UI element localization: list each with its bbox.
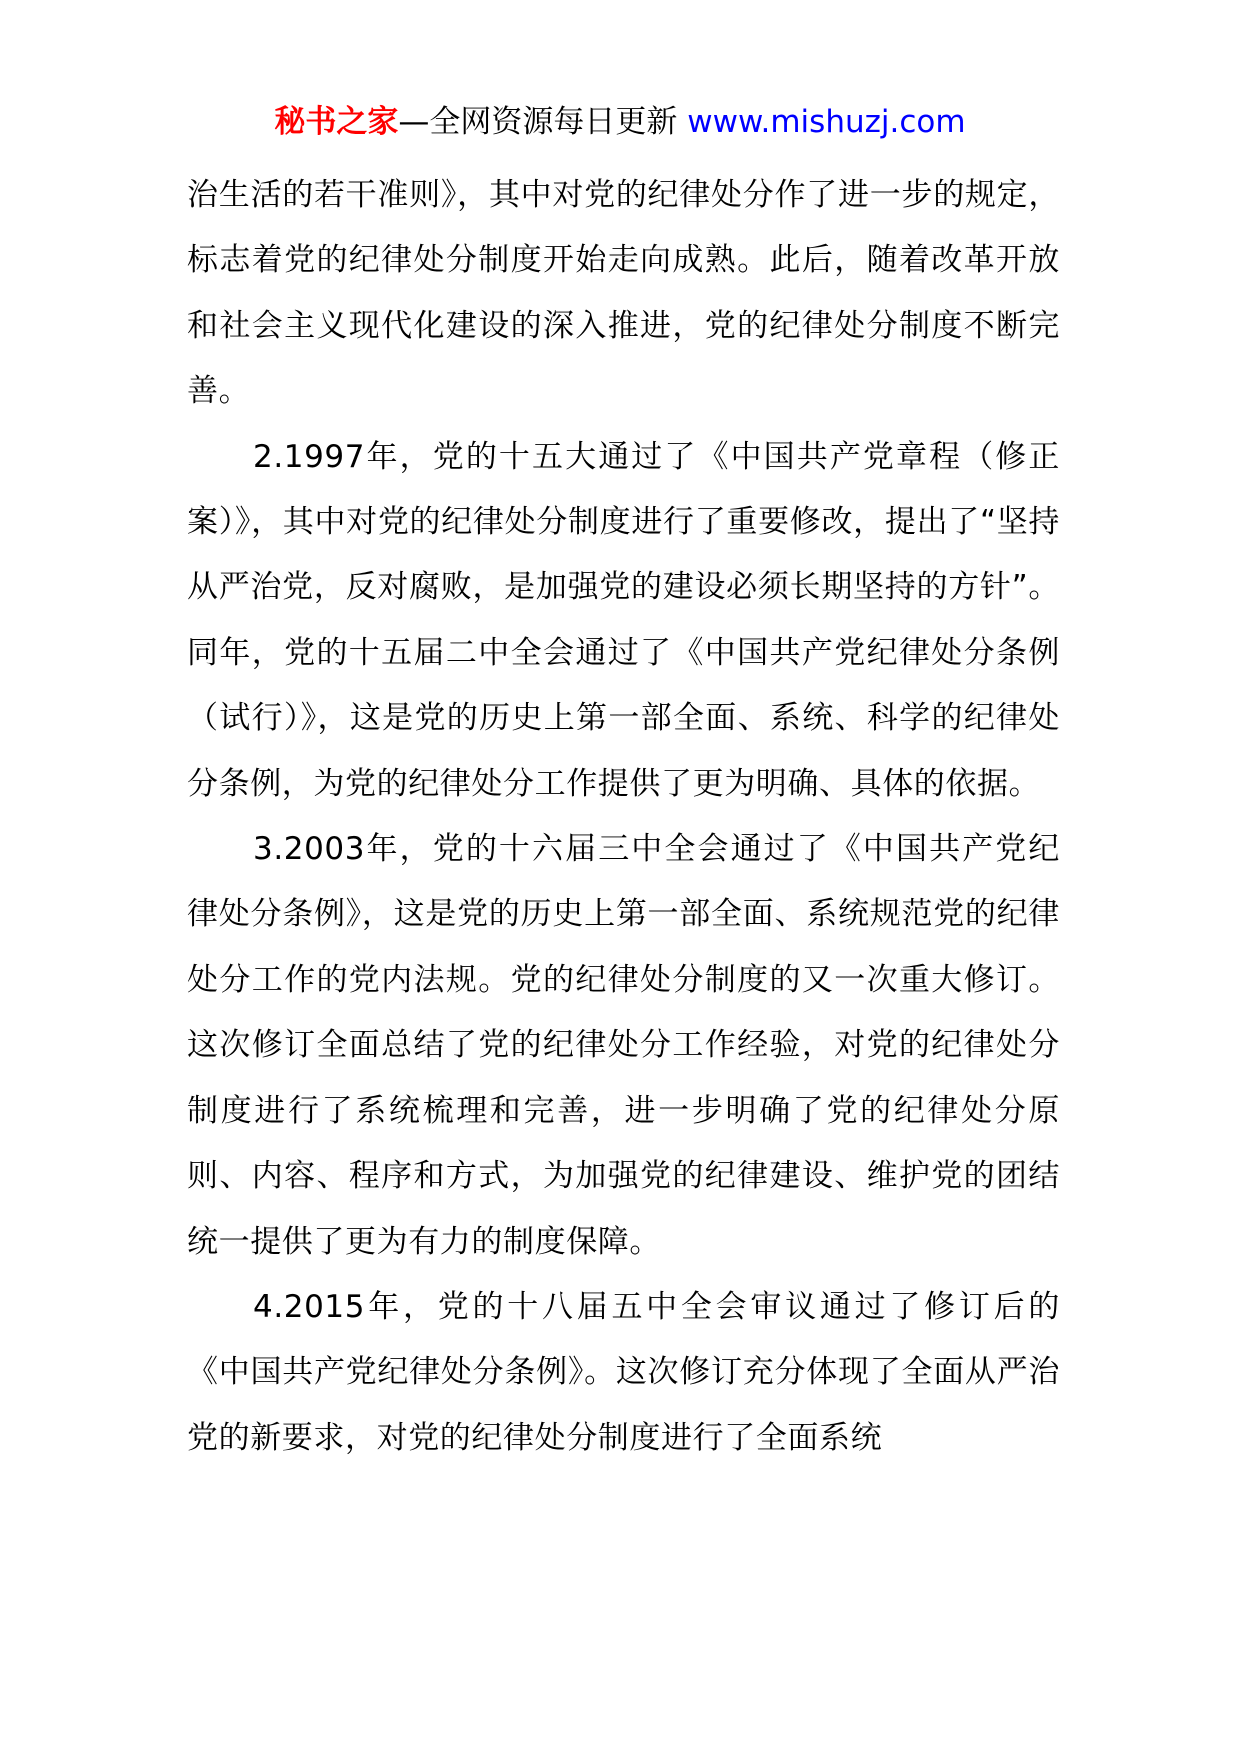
paragraph-1997: 2.1997年，党的十五大通过了《中国共产党章程（修正案）》，其中对党的纪律处分制度进行了重要修改，提出了“坚持从严治党，反对腐败，是加强党的建设必须长期坚持的方针”。同年，党的十五届二中全会通过了《中国共产党纪律处分条例（试行）》，这是党的历史上第一部全面、系统、科学的纪律处分条例，为党的纪律处分工作提供了更为明确、具体的依据。 [187,438,1060,802]
site-brand: 秘书之家 [274,104,399,140]
site-tagline: —全网资源每日更新 [398,104,678,140]
paragraph-continued: 治生活的若干准则》，其中对党的纪律处分作了进一步的规定，标志着党的纪律处分制度开始走向成熟。此后，随着改革开放和社会主义现代化建设的深入推进，党的纪律处分制度不断完善。 [187,177,1060,410]
site-url-link[interactable]: www.mishuzj.com [687,104,966,140]
paragraph-2003: 3.2003年，党的十六届三中全会通过了《中国共产党纪律处分条例》，这是党的历史上第一部全面、系统规范党的纪律处分工作的党内法规。党的纪律处分制度的又一次重大修订。这次修订全面总结了党的纪律处分工作经验，对党的纪律处分制度进行了系统梳理和完善，进一步明确了党的纪律处分原则、内容、程序和方式，为加强党的纪律建设、维护党的团结统一提供了更为有力的制度保障。 [187,831,1060,1260]
paragraph-2015: 4.2015年，党的十八届五中全会审议通过了修订后的《中国共产党纪律处分条例》。这次修订充分体现了全面从严治党的新要求，对党的纪律处分制度进行了全面系统 [187,1288,1060,1456]
site-header [0,102,1240,142]
document-body [187,163,1060,1471]
